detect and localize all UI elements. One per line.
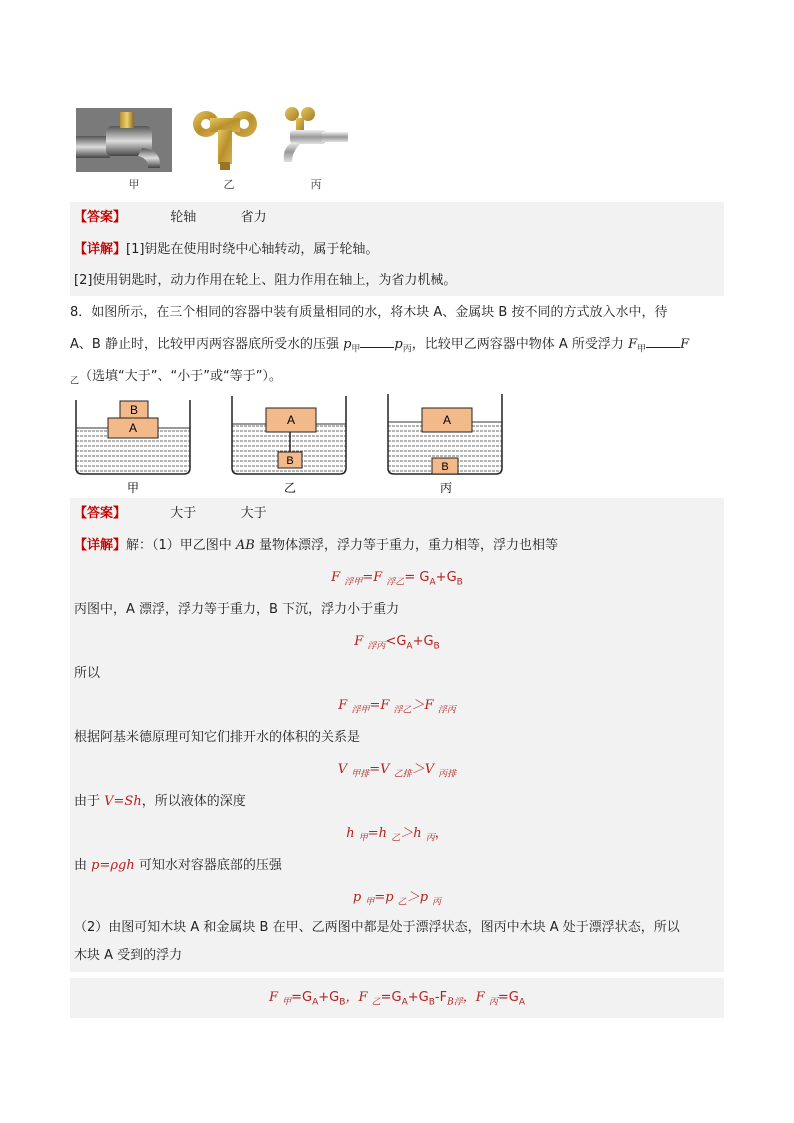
answer-tag: 【答案】 (74, 210, 127, 225)
image-caption-yi: 乙 (223, 178, 235, 191)
block-b-yi: B (286, 455, 294, 467)
containers-figure (68, 394, 508, 498)
block-a-jia: A (128, 421, 138, 435)
figure-caption-yi: 乙 (283, 481, 297, 495)
answer-1-part-2: 省力 (240, 210, 267, 225)
answer-1-part-1: 轮轴 (170, 210, 197, 225)
detail-row-2 (70, 266, 724, 296)
faucet-photo-jia (76, 108, 172, 172)
answer-row-2 (70, 498, 724, 530)
detail-tag-2: 【详解】 (74, 538, 127, 553)
detail2-text-4: 根据阿基米德原理可知它们排开水的体积的关系是 (70, 722, 724, 754)
symbol-p-bing: p (394, 337, 403, 352)
question-8-text-3: （选填“大于”、“小于”或“等于”）。 (79, 369, 282, 384)
equation-6: p $_甲$=p $_乙$＞p $_丙$ (70, 882, 724, 914)
question-8-text-2a: A、B 静止时，比较甲丙两容器底所受水的压强 (70, 337, 344, 352)
block-b-jia: B (129, 403, 139, 417)
detail2-text-3: 所以 (70, 658, 724, 690)
detail2-intro-a: 解：（1）甲乙图中 (126, 538, 236, 553)
equation-5: h $_甲$=h $_乙$＞h $_丙$， (70, 818, 724, 850)
detail-1-line-1: [1]钥匙在使用时绕中心轴转动，属于轮轴。 (126, 242, 379, 257)
equation-3: F $_{浮甲}$=F $_{浮乙}$＞F $_{浮丙}$ (70, 690, 724, 722)
detail-tag: 【详解】 (74, 242, 127, 257)
block-a-yi: A (286, 413, 296, 427)
block-a-bing: A (442, 413, 452, 427)
answer-2-part-1: 大于 (170, 506, 197, 521)
answer-row-1 (70, 202, 724, 234)
detail2-text-2: 丙图中，A 漂浮，浮力等于重力，B 下沉，浮力小于重力 (70, 594, 724, 626)
key-photo-yi (190, 108, 260, 172)
block-b-bing: B (441, 461, 449, 473)
answer-2-part-2: 大于 (240, 506, 267, 521)
question-8-text-1: 8．如图所示，在三个相同的容器中装有质量相同的水，将木块 A、金属块 B 按不同的方式放入水中，待 (70, 305, 668, 320)
image-caption-bing: 丙 (310, 178, 322, 191)
question-8-line-2 (70, 330, 724, 365)
detail-1-line-2: [2]使用钥匙时，动力作用在轮上、阻力作用在轴上，为省力机械。 (74, 273, 457, 288)
question-8-text-2b: ，比较甲乙两容器中物体 A 所受浮力 (411, 337, 629, 352)
detail-row-1 (70, 234, 724, 266)
detail2-intro-b: 量物体漂浮，浮力等于重力，重力相等，浮力也相等 (254, 538, 559, 553)
answer-blank-1[interactable] (360, 335, 394, 348)
symbol-f-jia: F (628, 337, 638, 352)
detail2-text-7: （2）由图可知木块 A 和金属块 B 在甲、乙两图中都是处于漂浮状态，图丙中木块 A 处于漂浮状态，所以 木块 A 受到的浮力 (70, 914, 724, 972)
sub-f-yi: 乙 (70, 376, 80, 387)
equation-4: V $_{甲排}$=V $_{乙排}$＞V $_{丙排}$ (70, 754, 724, 786)
equation-2: F $_{浮丙}<G_A+G_B$ (70, 626, 724, 658)
faucet-photo-bing (278, 104, 350, 172)
equation-7: F $_甲=G_A+G_B$，F $_乙=G_A+G_B-F_{B浮}$，F $_丙=G_A$ (70, 978, 724, 1018)
detail2-intro (70, 530, 724, 562)
answer-blank-2[interactable] (646, 335, 680, 348)
sub-f-jia: 甲 (637, 344, 647, 355)
image-caption-jia: 甲 (128, 178, 140, 191)
question-8-line-1 (70, 298, 724, 328)
equation-1: F $_{浮甲}$=F $_{浮乙}= G_A+G_B$ (70, 562, 724, 594)
sub-jia: 甲 (351, 344, 361, 355)
question-8-line-3 (70, 362, 724, 397)
sub-bing: 丙 (402, 344, 412, 355)
symbol-f-yi: F (680, 337, 690, 352)
figure-caption-bing: 丙 (439, 481, 453, 495)
symbol-p-jia: p (343, 337, 352, 352)
detail2-text-6: 由 p=ρgh 可知水对容器底部的压强 (70, 850, 724, 882)
detail2-text-5: 由于 V=Sh，所以液体的深度 (70, 786, 724, 818)
detail2-intro-ab: AB (235, 538, 255, 553)
figure-caption-jia: 甲 (126, 481, 140, 495)
answer-tag-2: 【答案】 (74, 506, 127, 521)
